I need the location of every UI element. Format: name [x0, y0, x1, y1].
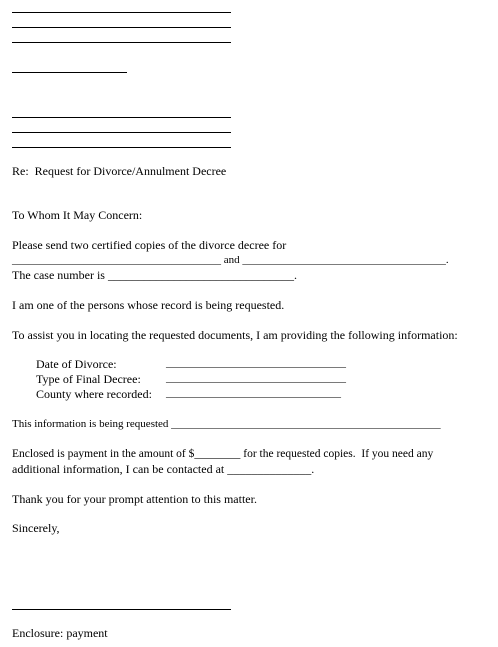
signature-line[interactable]: [12, 609, 231, 610]
re-line: Re: Request for Divorce/Annulment Decree: [12, 164, 227, 178]
recipient-address-line-3[interactable]: [12, 147, 231, 148]
date-line[interactable]: [12, 72, 127, 73]
payment-line-2[interactable]: additional information, I can be contacted at ______________.: [12, 462, 315, 476]
closing: Sincerely,: [12, 521, 60, 535]
county-recorded-blank[interactable]: ___________________________________: [166, 388, 341, 399]
recipient-address-line-2[interactable]: [12, 132, 231, 133]
eligibility-line: I am one of the persons whose record is being requested.: [12, 298, 285, 312]
date-of-divorce-blank[interactable]: ____________________________________: [166, 358, 346, 369]
salutation: To Whom It May Concern:: [12, 208, 143, 222]
names-line[interactable]: ______________________________________ and _____________________________________.: [12, 254, 449, 266]
case-number-line[interactable]: The case number is _______________________________.: [12, 268, 297, 282]
date-of-divorce-label: Date of Divorce:: [36, 357, 117, 371]
type-of-decree-blank[interactable]: ____________________________________: [166, 373, 346, 384]
enclosure-line: Enclosure: payment: [12, 626, 108, 640]
payment-line-1[interactable]: Enclosed is payment in the amount of $________ for the requested copies. If you need any: [12, 448, 434, 460]
sender-address-line-3[interactable]: [12, 42, 231, 43]
request-line: Please send two certified copies of the divorce decree for: [12, 238, 287, 252]
type-of-decree-label: Type of Final Decree:: [36, 372, 141, 386]
sender-address-line-1[interactable]: [12, 12, 231, 13]
assist-line: To assist you in locating the requested documents, I am providing the following information:: [12, 328, 458, 342]
sender-address-line-2[interactable]: [12, 27, 231, 28]
recipient-address-line-1[interactable]: [12, 117, 231, 118]
thanks-line: Thank you for your prompt attention to this matter.: [12, 492, 257, 506]
county-recorded-label: County where recorded:: [36, 387, 152, 401]
requested-line[interactable]: This information is being requested _________________________________________________: [12, 418, 441, 430]
